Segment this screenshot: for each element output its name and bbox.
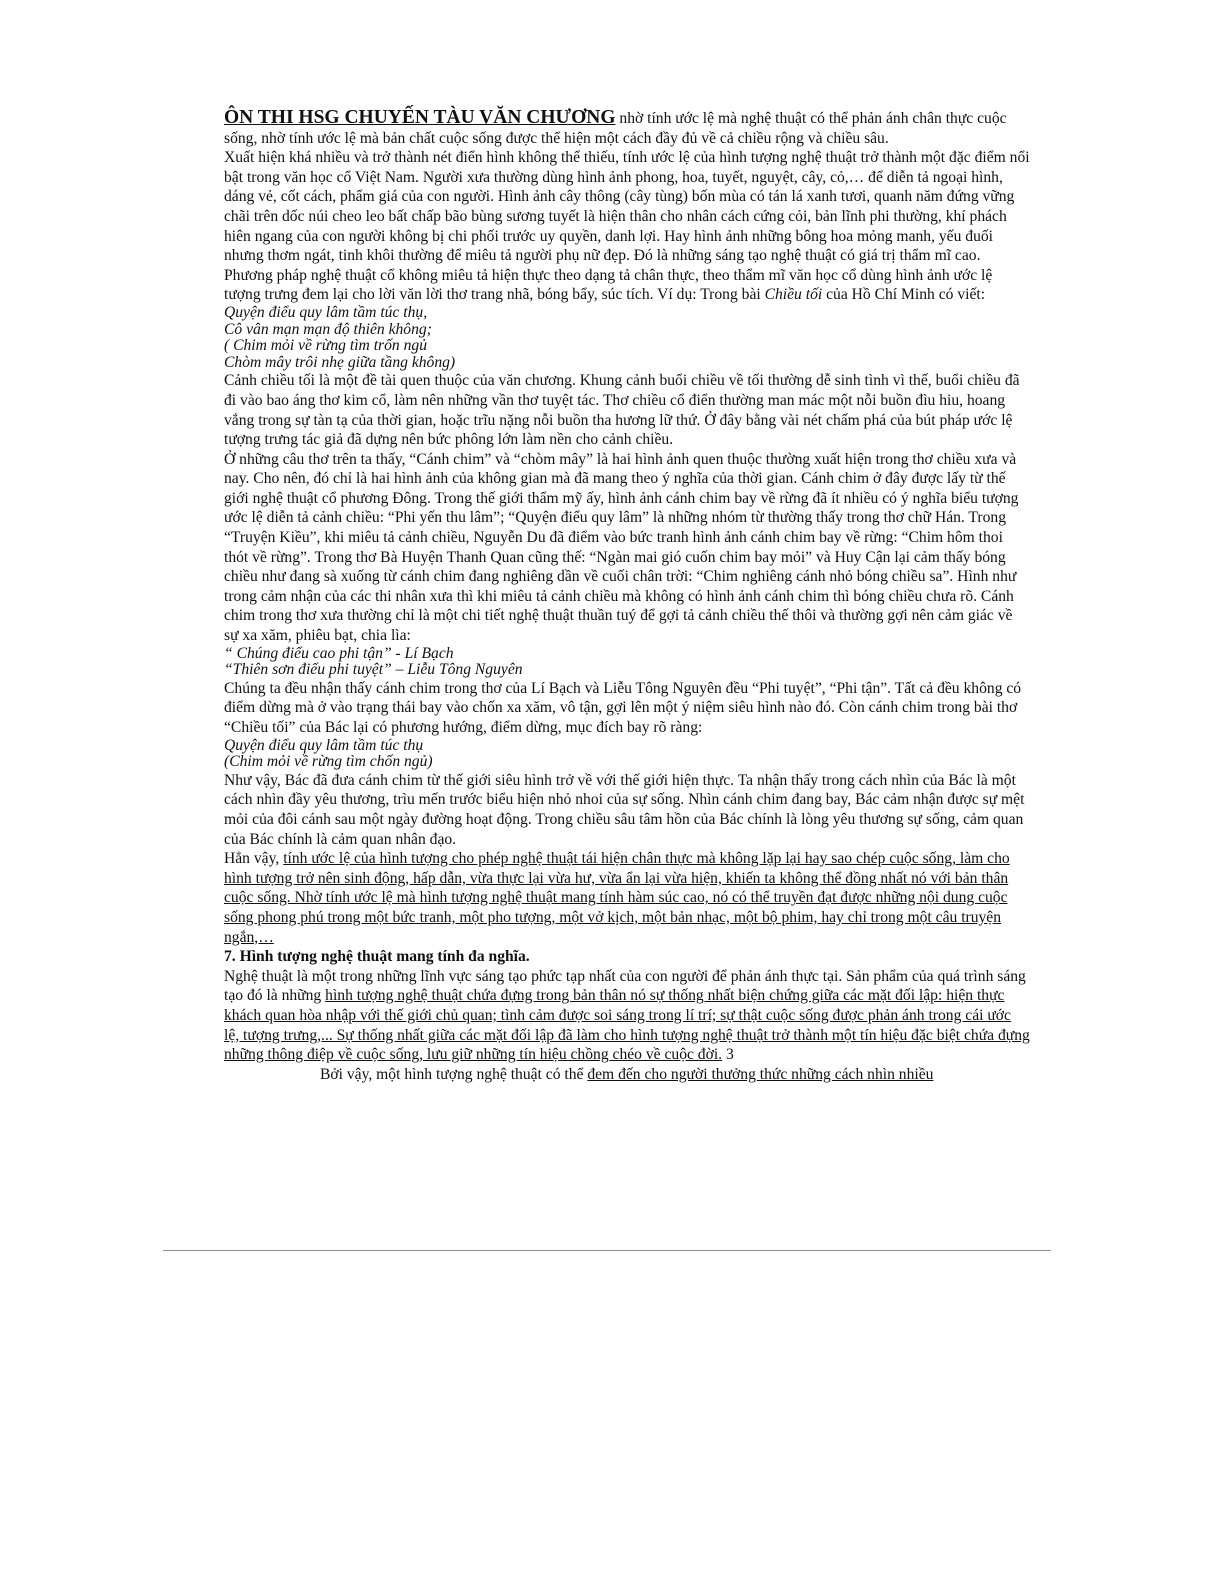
paragraph-canh-chim: Ở những câu thơ trên ta thấy, “Cánh chim” và “chòm mây” là hai hình ảnh quen thuộc thường xuất hiện trong thơ chiều xưa và nay. Cho nên, đó chỉ là hai hình ảnh của không gian mà đã mang theo ý nghĩa của thời gian. Cánh chim ở đây được lấy từ thế giới nghệ thuật cổ phương Đông. Trong thế giới thẩm mỹ ấy, hình ảnh cánh chim bay về rừng đã ít nhiều có ý nghĩa biểu tượng ước lệ diễn tả cảnh chiều: “Phi yến thu lâm”; “Quyện điểu quy lâm” là những nhóm từ thường thấy trong thơ chữ Hán. Trong “Truyện Kiều”, khi miêu tả cảnh chiều, Nguyễn Du đã điểm vào bức tranh hình ảnh cánh chim bay về rừng: “Chim hôm thoi thót về rừng”. Trong thơ Bà Huyện Thanh Quan cũng thế: “Ngàn mai gió cuốn chim bay mỏi” và Huy Cận lại cảm thấy bóng chiều như đang sà xuống từ cánh chim đang nghiêng dần về cuối chân trời: “Chim nghiêng cánh nhỏ bóng chiều sa”. Hình như trong cảm nhận của các thi nhân xưa thì khi miêu tả cảnh chiều mà không có hình ảnh cánh chim thì bóng chiều chưa rõ. Cánh chim trong thơ xưa thường chỉ là một chi tiết nghệ thuật thuần tuý để gợi tả cảnh chiều thế thôi và thường gợi nên cảm giác về sự xa xăm, phiêu bạt, chia lìa:: [224, 450, 1019, 645]
poem-line: “ Chúng điểu cao phi tận” - Lí Bạch: [224, 644, 454, 662]
paragraph-han-vay: [224, 849, 1030, 947]
paragraph-boi-vay: [224, 1065, 1030, 1085]
poem-line: (Chim mỏi về rừng tìm chốn ngủ): [224, 753, 433, 771]
intro-text: nhờ tính ước lệ mà nghệ thuật có thể phản ánh chân thực cuộc sống, nhờ tính ước lệ mà bản chất cuộc sống được thể hiện một cách đầy đủ về cả chiều rộng và chiều sâu.: [224, 110, 1007, 147]
paragraph-nhu-vay: Như vậy, Bác đã đưa cánh chim từ thế giới siêu hình trở về với thế giới hiện thực. Ta nhận thấy trong cách nhìn của Bác là một cách nhìn đầy yêu thương, trìu mến trước biểu hiện nhỏ nhoi của sự sống. Nhìn cánh chim đang bay, Bác cảm nhận được sự mệt mỏi của đôi cánh sau một ngày đường hoạt động. Trong chiều sâu tâm hồn của Bác chính là lòng yêu thương sự sống, cảm quan của Bác chính là cảm quan nhân đạo.: [224, 771, 1025, 848]
poem-line: ( Chim mỏi về rừng tìm trốn ngủ: [224, 337, 427, 355]
underlined-text: đem đến cho người thưởng thức những cách nhìn nhiều: [587, 1065, 934, 1083]
paragraph-text: Xuất hiện khá nhiều và trở thành nét điển hình không thể thiếu, tính ước lệ của hình tượng nghệ thuật trở thành một đặc điểm nổi bật trong văn học cổ Việt Nam. Người xưa thường dùng hình ảnh phong, hoa, tuyết, nguyệt, cây, cỏ,… để diễn tả ngoại hình, dáng vẻ, cốt cách, phẩm giá của con người. Hình ảnh cây thông (cây tùng) bốn mùa có tán lá xanh tươi, quanh năm đứng vững chãi trên dốc núi cheo leo bất chấp bão bùng sương tuyết là hiện thân cho nhân cách cứng cỏi, bản lĩnh phi thường, khí phách hiên ngang của con người không bị chi phối trước uy quyền, danh lợi. Hay hình ảnh những bông hoa mỏng manh, yếu đuối nhưng thơm ngát, tinh khôi thường để miêu tả người phụ nữ đẹp. Đó là những sáng tạo nghệ thuật có giá trị thẩm mĩ cao. Phương pháp nghệ thuật cổ không miêu tả hiện thực theo dạng tả chân thực, theo thẩm mĩ văn học cổ dùng hình ảnh ước lệ tượng trưng đem lại cho lời văn lời thơ trang nhã, bóng bẩy, súc tích. Ví dụ: Trong bài: [224, 149, 1030, 304]
poem-line: Chòm mây trôi nhẹ giữa tầng không): [224, 353, 456, 371]
poem-line: Cô vân mạn mạn độ thiên không;: [224, 320, 432, 338]
poem-line: “Thiên sơn điểu phi tuyệt” – Liễu Tông Nguyên: [224, 661, 523, 679]
poem-chieu-toi: [224, 305, 1030, 371]
paragraph-canh-chieu: Cảnh chiều tối là một đề tài quen thuộc của văn chương. Khung cảnh buổi chiều về tối thường dễ sinh tình vì thế, buổi chiều đã đi vào bao áng thơ kim cổ, làm nên những vần thơ tuyệt tác. Thơ chiều cổ điển thường man mác một nỗi buồn đìu hiu, hoang vắng trong sự tàn tạ của thời gian, hoặc trĩu nặng nỗi buồn tha hương lữ thứ. Ở đây bằng vài nét chấm phá của bút pháp ước lệ tượng trưng tác giả đã dựng nên bức phông lớn làm nền cho cảnh chiều.: [224, 372, 1020, 449]
paragraph-nghe-thuat: [224, 967, 1030, 1065]
paragraph-phi-tuyet: Chúng ta đều nhận thấy cánh chim trong thơ của Lí Bạch và Liễu Tông Nguyên đều “Phi tuyệt”, “Phi tận”. Tất cả đều không có điểm dừng mà ở vào trạng thái bay vào chốn xa xăm, vô tận, gợi lên một ý niệm siêu hình nào đó. Còn cánh chim trong bài thơ “Chiều tối” của Bác lại có phương hướng, điểm dừng, mục đích bay rõ ràng:: [224, 679, 1022, 736]
underlined-text: tính ước lệ của hình tượng cho phép nghệ thuật tái hiện chân thực mà không lặp lại hay sao chép cuộc sống, làm cho hình tượng trở nên sinh động, hấp dẫn, vừa thực lại vừa hư, vừa ẩn lại vừa hiện, khiến ta không thể đồng nhất nó với bản thân cuộc sống. Nhờ tính ước lệ mà hình tượng nghệ thuật mang tính hàm súc cao, nó có thể truyền đạt được những nội dung cuộc sống phong phú trong một bức tranh, một pho tượng, một vở kịch, một bản nhạc, một bộ phim, hay chỉ trong một câu truyện ngắn,…: [224, 850, 1010, 946]
paragraph-text: Hẳn vậy,: [224, 850, 284, 868]
poem-quotes: [224, 646, 1030, 679]
poem-line: Quyện điểu quy lâm tầm túc thụ: [224, 736, 424, 754]
document-title: ÔN THI HSG CHUYẾN TÀU VĂN CHƯƠNG: [224, 107, 616, 128]
intro-paragraph: [224, 108, 1030, 148]
poem-line: Quyện điểu quy lâm tầm túc thụ,: [224, 303, 428, 321]
section-heading: 7. Hình tượng nghệ thuật mang tính đa nghĩa.: [224, 948, 530, 966]
paragraph-text: của Hồ Chí Minh có viết:: [822, 286, 986, 304]
paragraph-text: Bởi vậy, một hình tượng nghệ thuật có thể: [320, 1065, 588, 1083]
paragraph-text: 3: [722, 1046, 734, 1064]
document-page: [224, 108, 1030, 1084]
paragraph-uoc-le: [224, 148, 1030, 305]
paragraph-text: Nghệ thuật là một trong những lĩnh vực sáng tạo phức tạp nhất của con người để phản ánh thực tại. Sản phẩm của quá trình sáng tạo đó là những: [224, 967, 1026, 1005]
poem-title: Chiều tối: [764, 286, 823, 304]
underlined-text: hình tượng nghệ thuật chứa đựng trong bản thân nó sự thống nhất biện chứng giữa các mặt đối lập: hiện thực khách quan hòa nhập với thế giới chủ quan; tình cảm được soi sáng trong lí trí; sự thật cuộc sống được phản ánh trong cái ước lệ, tượng trưng,... Sự thống nhất giữa các mặt đối lập đã làm cho hình tượng nghệ thuật trở thành một tín hiệu đặc biệt chứa đựng những thông điệp về cuộc sống, lưu giữ những tín hiệu chồng chéo về cuộc đời.: [224, 987, 1030, 1064]
poem-quyen-dieu: [224, 738, 1030, 771]
page-divider: [163, 1250, 1051, 1251]
